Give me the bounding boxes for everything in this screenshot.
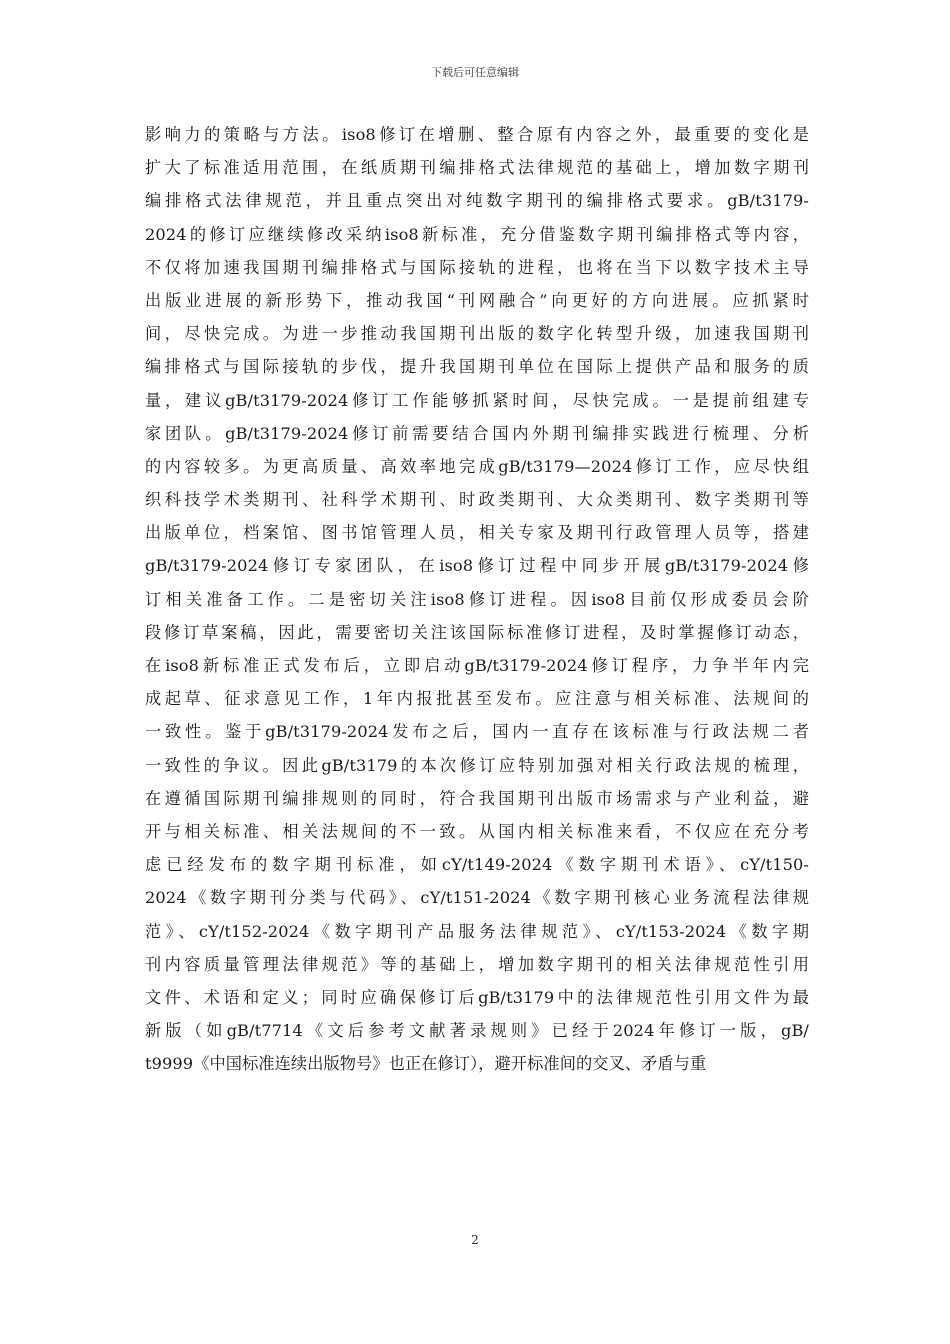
text-line: 织科技学术类期刊、社科学术期刊、时政类期刊、大众类期刊、数字类期刊等 bbox=[145, 490, 809, 510]
text-line: 在iso8新标准正式发布后，立即启动gB/t3179-2024修订程序，力争半年内完 bbox=[145, 656, 809, 675]
text-line: 出版业进展的新形势下，推动我国“刊网融合”向更好的方向进展。应抓紧时 bbox=[145, 290, 809, 310]
text-line: 2024的修订应继续修改采纳iso8新标准，充分借鉴数字期刊编排格式等内容， bbox=[145, 224, 809, 244]
text-line: 家团队。gB/t3179-2024修订前需要结合国内外期刊编排实践进行梳理、分析 bbox=[145, 423, 809, 443]
text-line: 刊内容质量管理法律规范》等的基础上，增加数字期刊的相关法律规范性引用 bbox=[145, 954, 809, 974]
text-line: 编排格式法律规范，并且重点突出对纯数字期刊的编排格式要求。gB/t3179- bbox=[145, 191, 809, 211]
text-line: 影响力的策略与方法。iso8修订在增删、整合原有内容之外，最重要的变化是 bbox=[145, 125, 809, 144]
text-line: 扩大了标准适用范围，在纸质期刊编排格式法律规范的基础上，增加数字期刊 bbox=[145, 158, 809, 178]
page-number: 2 bbox=[471, 1233, 479, 1247]
text-line: 一致性的争议。因此gB/t3179的本次修订应特别加强对相关行政法规的梳理， bbox=[145, 755, 809, 775]
text-line: 量，建议gB/t3179-2024修订工作能够抓紧时间，尽快完成。一是提前组建专 bbox=[145, 390, 809, 410]
page-header: 下载后可任意编辑 bbox=[431, 66, 519, 79]
text-line: gB/t3179-2024修订专家团队，在iso8修订过程中同步开展gB/t3179-2024修 bbox=[145, 556, 809, 576]
text-line: 出版单位，档案馆、图书馆管理人员，相关专家及期刊行政管理人员等，搭建 bbox=[145, 523, 809, 543]
text-line: 虑已经发布的数字期刊标准，如cY/t149-2024《数字期刊术语》、cY/t150- bbox=[145, 855, 809, 875]
text-line: 新版（如gB/t7714《文后参考文献著录规则》已经于2024年修订一版，gB/ bbox=[145, 1021, 809, 1041]
text-line: 编排格式与国际接轨的步伐，提升我国期刊单位在国际上提供产品和服务的质 bbox=[145, 357, 809, 377]
text-line: 文件、术语和定义；同时应确保修订后gB/t3179中的法律规范性引用文件为最 bbox=[145, 987, 809, 1007]
text-line: 间，尽快完成。为进一步推动我国期刊出版的数字化转型升级，加速我国期刊 bbox=[145, 324, 809, 344]
text-line: 的内容较多。为更高质量、高效率地完成gB/t3179—2024修订工作，应尽快组 bbox=[145, 456, 809, 476]
text-line: 一致性。鉴于gB/t3179-2024发布之后，国内一直存在该标准与行政法规二者 bbox=[145, 722, 809, 742]
text-line: 不仅将加速我国期刊编排格式与国际接轨的进程，也将在当下以数字技术主导 bbox=[145, 257, 809, 277]
text-line: 段修订草案稿，因此，需要密切关注该国际标准修订进程，及时掌握修订动态， bbox=[145, 622, 809, 642]
text-line: 在遵循国际期刊编排规则的同时，符合我国期刊出版市场需求与产业利益，避 bbox=[145, 788, 809, 808]
text-line: 范》、cY/t152-2024《数字期刊产品服务法律规范》、cY/t153-2024《数字期 bbox=[145, 921, 809, 941]
body-text bbox=[145, 118, 809, 1080]
text-line: t9999《中国标准连续出版物号》也正在修订），避开标准间的交叉、矛盾与重 bbox=[145, 1054, 707, 1074]
text-line: 订相关准备工作。二是密切关注iso8修订进程。因iso8目前仅形成委员会阶 bbox=[145, 589, 809, 609]
text-line: 2024《数字期刊分类与代码》、cY/t151-2024《数字期刊核心业务流程法律规 bbox=[145, 888, 809, 908]
text-line: 成起草、征求意见工作，1年内报批甚至发布。应注意与相关标准、法规间的 bbox=[145, 689, 809, 709]
text-line: 开与相关标准、相关法规间的不一致。从国内相关标准来看，不仅应在充分考 bbox=[145, 821, 809, 841]
